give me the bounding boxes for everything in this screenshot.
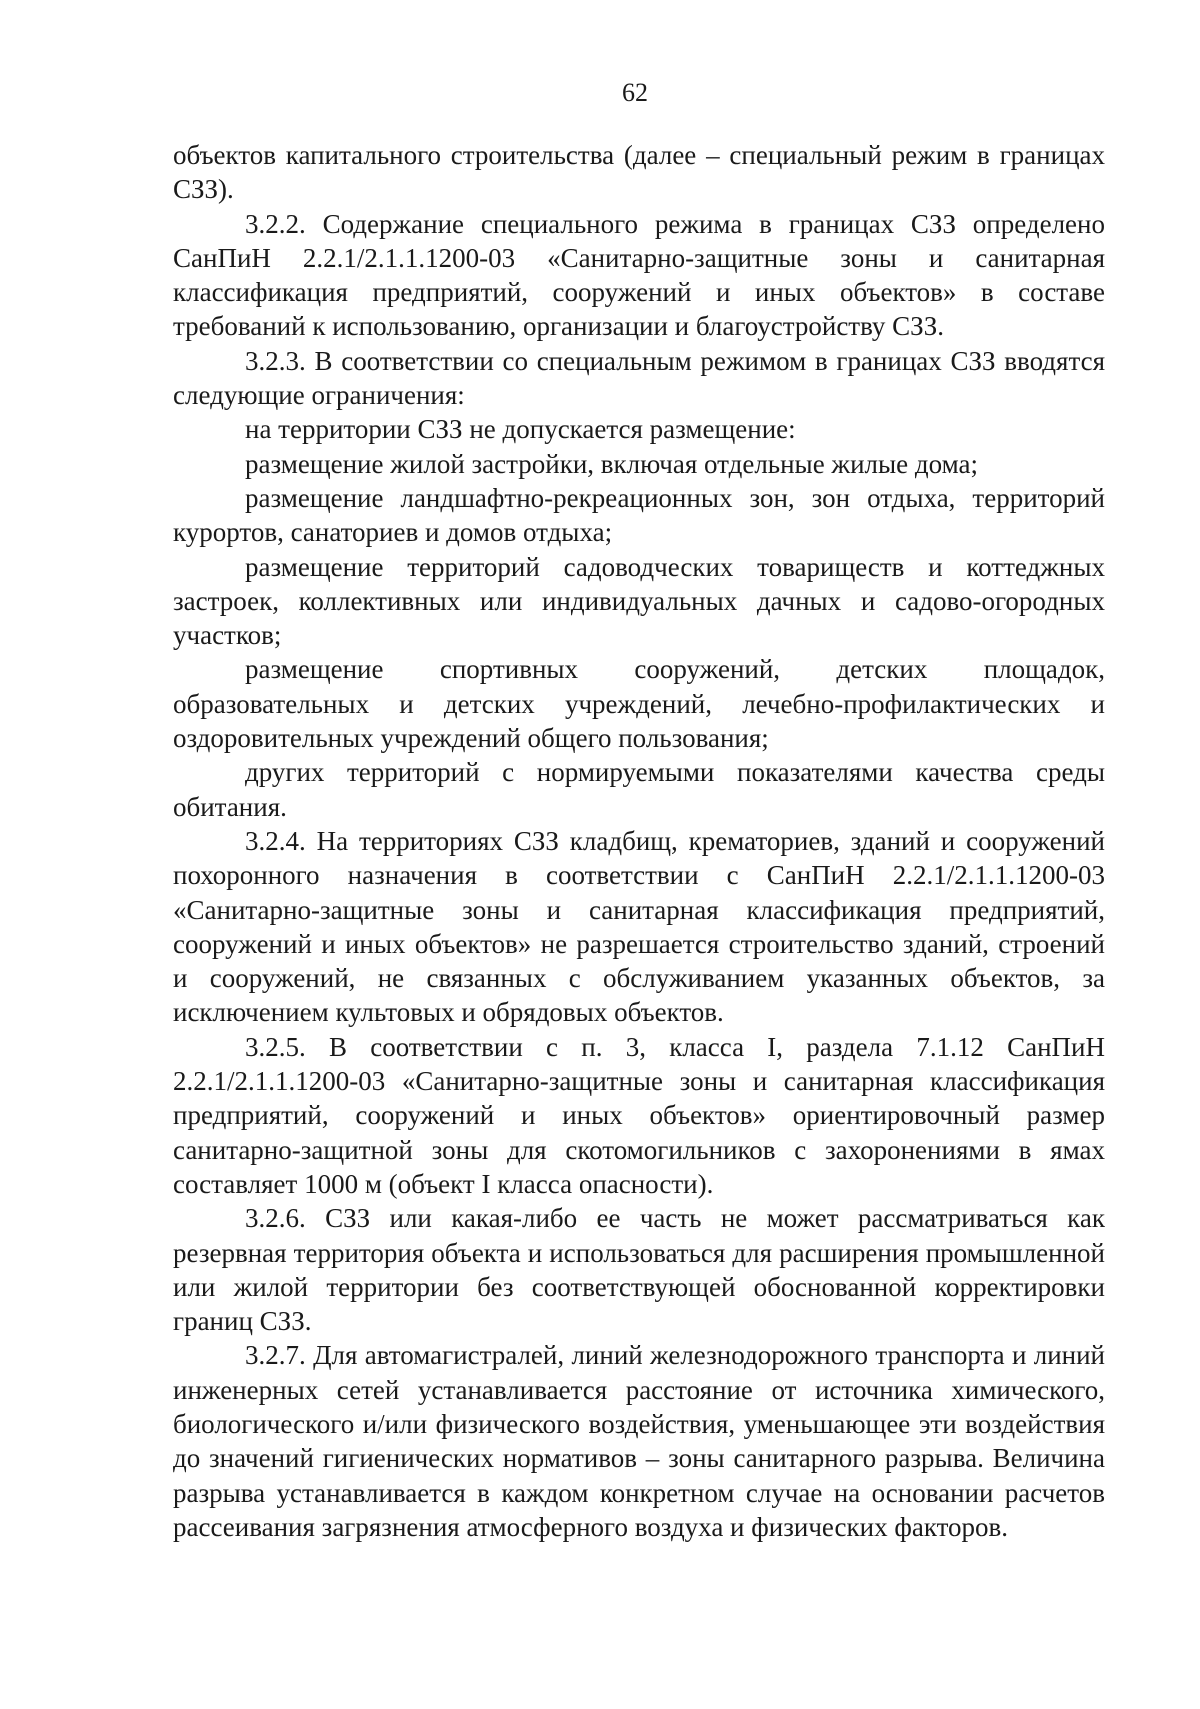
paragraph-3-2-6: 3.2.6. СЗЗ или какая-либо ее часть не может рассматриваться как резервная территория объекта и использоваться для расширения промышленной или жилой территории без соответствующей обоснованной корректировки границ СЗЗ. — [173, 1203, 1105, 1337]
paragraph-3-2-5: 3.2.5. В соответствии с п. 3, класса I, раздела 7.1.12 СанПиН 2.2.1/2.1.1.1200-03 «Санитарно-защитные зоны и санитарная классификация предприятий, сооружений и иных объектов» ориентировочный размер санитарно-защитной зоны для скотомогильников с захоронениями в ямах составляет 1000 м (объект I класса опасности). — [173, 1031, 1105, 1199]
paragraph-3-2-2: 3.2.2. Содержание специального режима в границах СЗЗ определено СанПиН 2.2.1/2.1.1.1200-03 «Санитарно-защитные зоны и санитарная классификация предприятий, сооружений и иных объектов» в составе требований к использованию, организации и благоустройству СЗЗ. — [173, 208, 1105, 342]
page-number: 62 — [622, 78, 648, 107]
paragraph-3-2-7: 3.2.7. Для автомагистралей, линий железнодорожного транспорта и линий инженерных сетей устанавливается расстояние от источника химического, биологического и/или физического воздействия, уменьшающее эти воздействия до значений гигиенических нормативов – зоны санитарного разрыва. Величина разрыва устанавливается в каждом конкретном случае на основании расчетов рассеивания загрязнения атмосферного воздуха и физических факторов. — [173, 1340, 1105, 1542]
paragraph-3-2-3: 3.2.3. В соответствии со специальным режимом в границах СЗЗ вводятся следующие ограничения: — [173, 345, 1105, 411]
restriction-intro: на территории СЗЗ не допускается размещение: — [245, 414, 796, 445]
document-body — [173, 138, 1105, 1544]
restriction-item: размещение жилой застройки, включая отдельные жилые дома; — [245, 448, 978, 479]
restriction-item: размещение ландшафтно-рекреационных зон, зон отдыха, территорий курортов, санаториев и домов отдыха; — [173, 482, 1105, 548]
paragraph-3-2-4: 3.2.4. На территориях СЗЗ кладбищ, крематориев, зданий и сооружений похоронного назначения в соответствии с СанПиН 2.2.1/2.1.1.1200-03 «Санитарно-защитные зоны и санитарная классификация предприятий, сооружений и иных объектов» не разрешается строительство зданий, строений и сооружений, не связанных с обслуживанием указанных объектов, за исключением культовых и обрядовых объектов. — [173, 825, 1105, 1028]
restriction-item: размещение спортивных сооружений, детских площадок, образовательных и детских учреждений, лечебно-профилактических и оздоровительных учреждений общего пользования; — [173, 654, 1105, 754]
restriction-item: других территорий с нормируемыми показателями качества среды обитания. — [173, 757, 1105, 822]
restriction-item: размещение территорий садоводческих товариществ и коттеджных застроек, коллективных или индивидуальных дачных и садово-огородных участков; — [173, 551, 1105, 651]
paragraph-continuation: объектов капитального строительства (далее – специальный режим в границах СЗЗ). — [173, 140, 1105, 205]
